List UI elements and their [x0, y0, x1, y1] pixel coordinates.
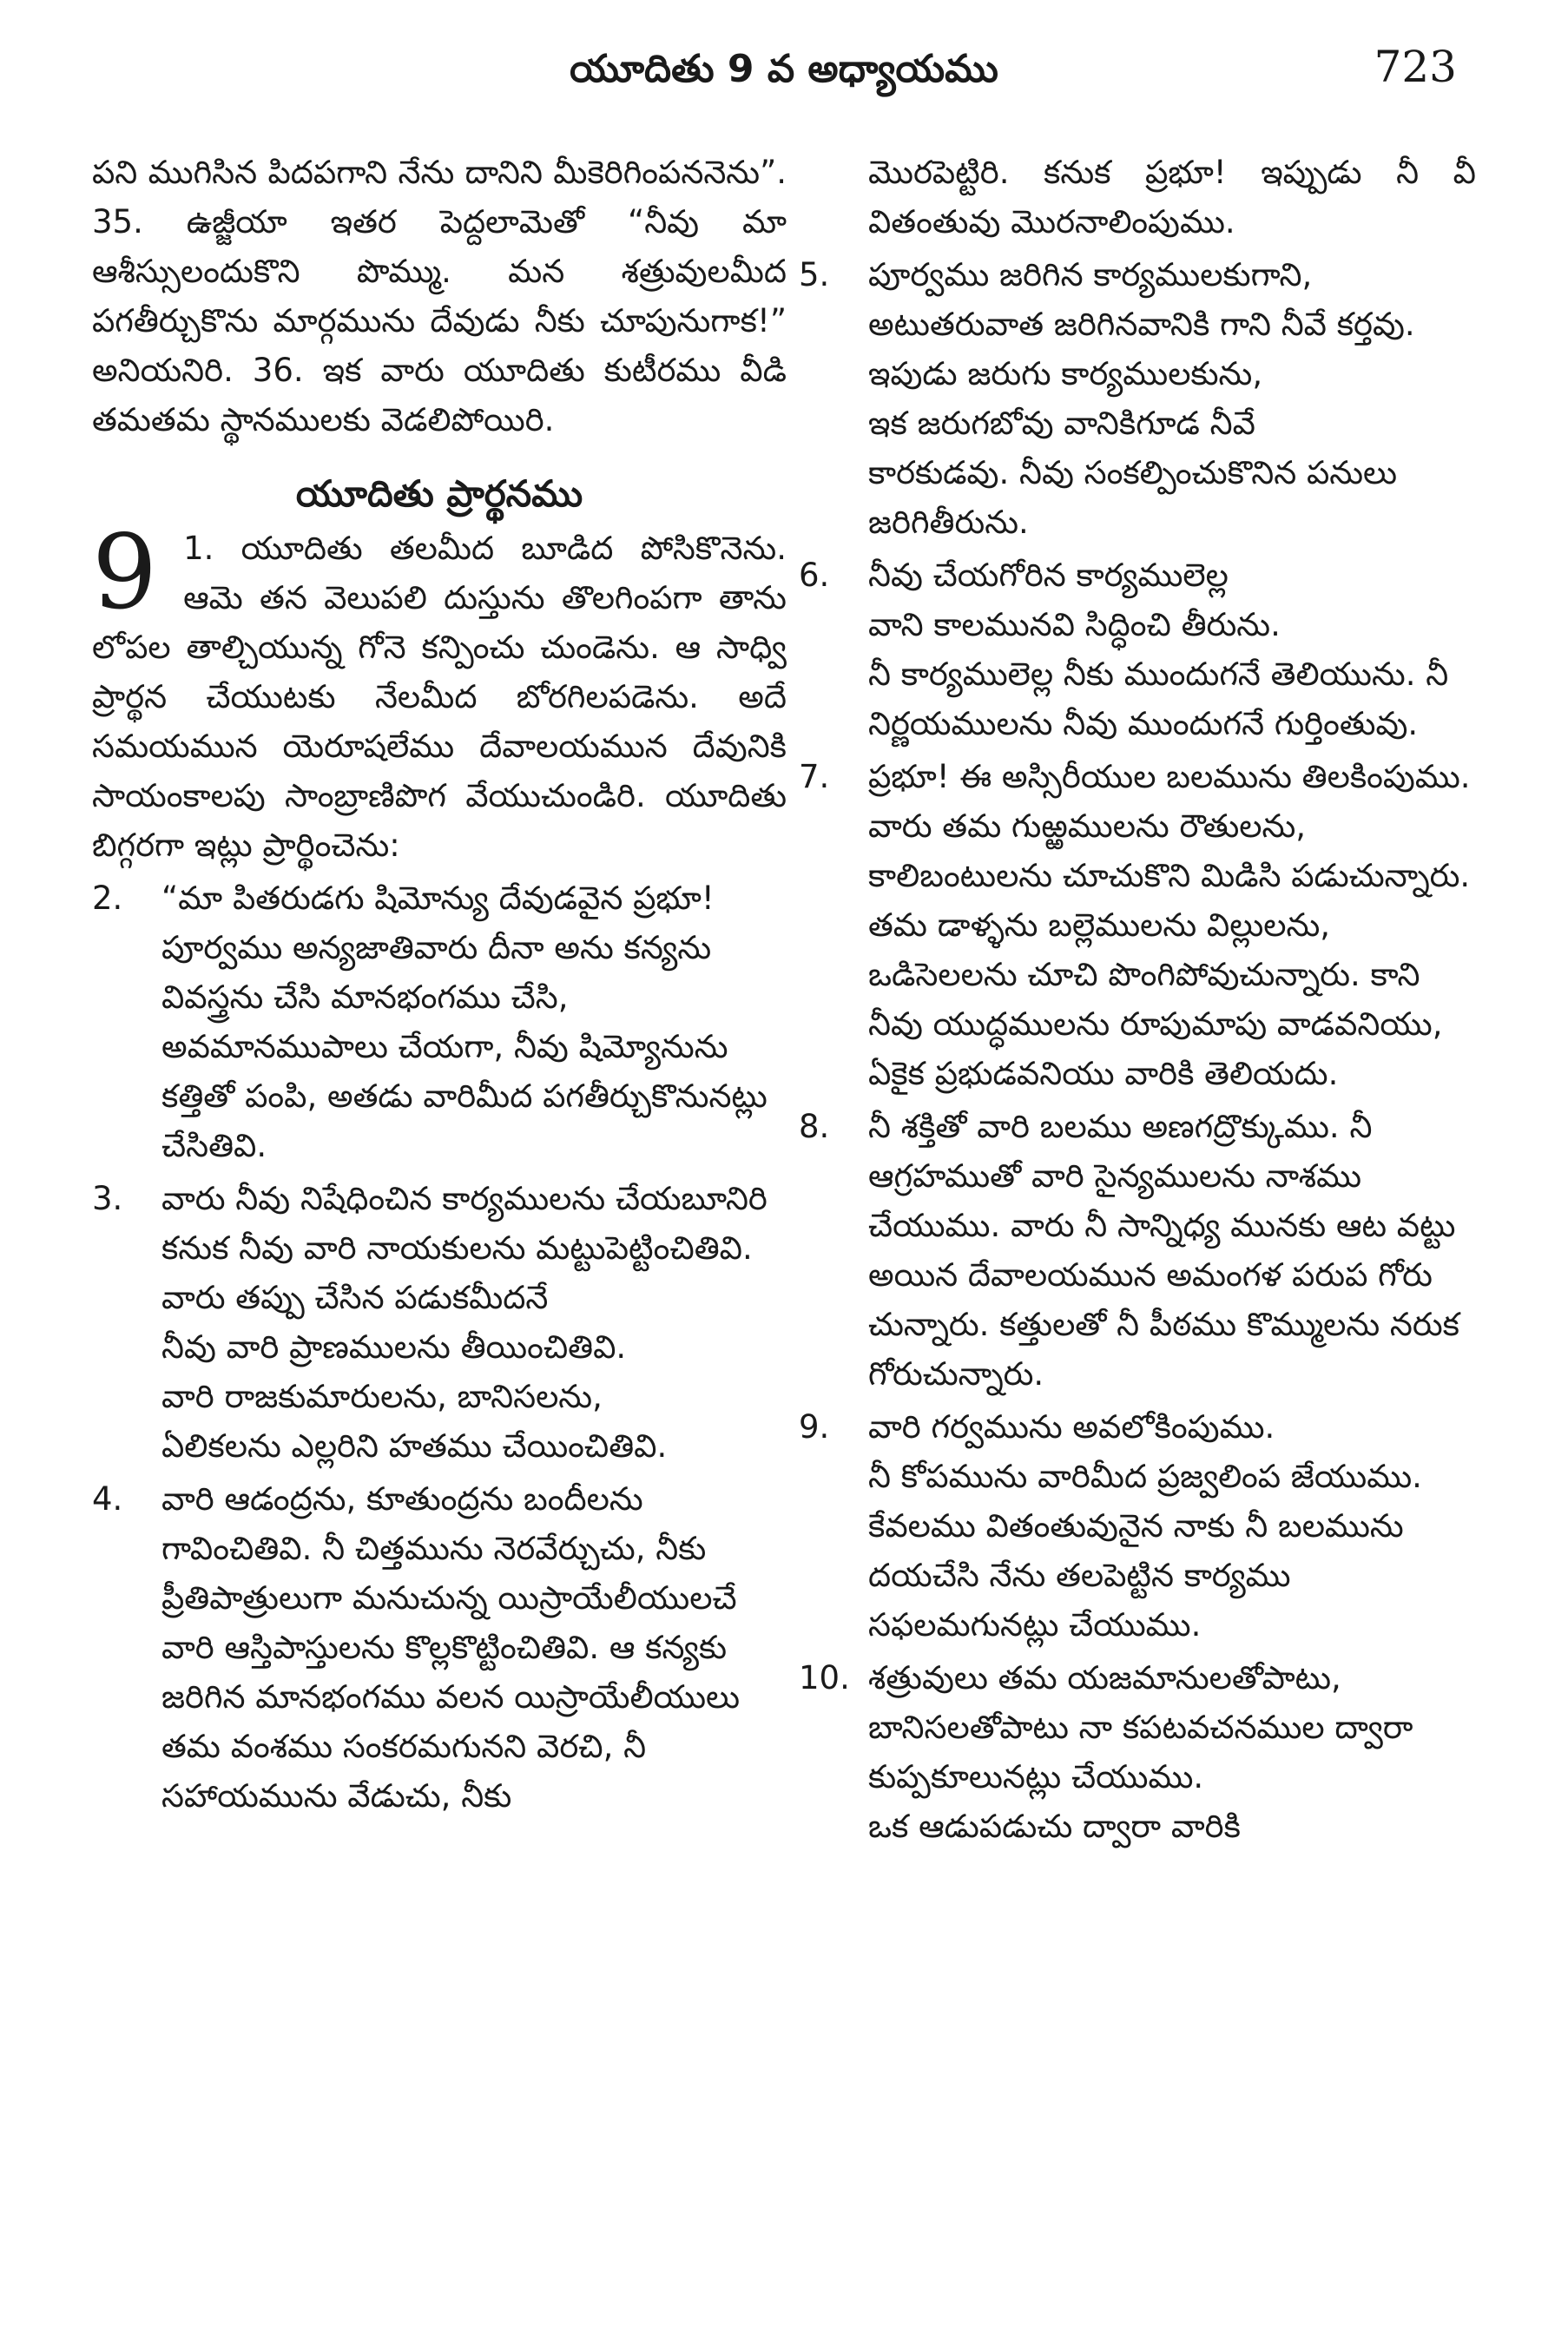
right-verse-list [799, 250, 1476, 1851]
verse-line: వారు నీవు నిషేధించిన కార్యములను చేయబూనిరి కనుక నీవు వారి నాయకులను మట్టుపెట్టించితివి. [161, 1180, 768, 1267]
right-column [799, 148, 1476, 1851]
page-header [0, 42, 1568, 120]
verse-line: ఏలికలను ఎల్లరిని హతము చేయించితివి. [161, 1427, 668, 1465]
verse [92, 873, 787, 1170]
verse-text [161, 1474, 787, 1821]
verse-line: ప్రభూ! ఈ అస్సిరీయుల బలమును తిలకింపుము. వారు తమ గుఱ్ఱములను రౌతులను, కాలిబంటులను చూచుకొని మిడిసి పడుచున్నారు. తమ డాళ్ళను బల్లెములను విల్లులను, ఒడిసెలలను చూచి పొంగిపోవుచున్నారు. కాని నీవు యుద్ధములను రూపుమాపు వాడవనియు, ఏకైక ప్రభుడవనియు వారికి తెలియదు. [868, 758, 1471, 1092]
chapter-text: 1. యూదితు తలమీద బూడిద పోసికొనెను. ఆమె తన వెలుపలి దుస్తును తొలగింపగా తాను లోపల తాల్చియున్న గోనె కన్పించు చుండెను. ఆ సాధ్వి ప్రార్థన చేయుటకు నేలమీద బోరగిలపడెను. అదే సమయమున యెరూషలేము దేవాలయమున దేవునికి సాయంకాలపు సాంబ్రాణిపొగ వేయుచుండిరి. యూదితు బిగ్గరగా ఇట్లు ప్రార్థించెను: [92, 530, 787, 864]
verse-line: వారు తప్పు చేసిన పడుకమీదనే [161, 1279, 549, 1316]
verse-line: వాని కాలమునవి సిద్ధించి తీరును. [868, 606, 1281, 643]
verse-number: 6. [799, 557, 830, 594]
verse-number: 5. [799, 256, 830, 293]
verse-text [161, 1174, 787, 1471]
intro-paragraph: పని ముగిసిన పిదపగాని నేను దానిని మీకెరిగింపననెను”. 35. ఉజ్జీయా ఇతర పెద్దలామెతో “నీవు మా ఆశీస్సులందుకొని పొమ్ము. మన శత్రువులమీద పగతీర్చుకొను మార్గమును దేవుడు నీకు చూపునుగాక!” అనియనిరి. 36. ఇక వారు యూదితు కుటీరము వీడి తమతమ స్థానములకు వెడలిపోయిరి. [92, 154, 787, 438]
verse-number: 9. [799, 1408, 830, 1446]
verse-text [868, 250, 1476, 547]
verse-line: నీ కోపమును వారిమీద ప్రజ్వలింప జేయుము. కేవలము వితంతువునైన నాకు నీ బలమును దయచేసి నేను తలపెట్టిన కార్యము సఫలమగునట్లు చేయుము. [868, 1458, 1422, 1644]
verse-number: 4. [92, 1480, 123, 1518]
verse-line: వారి రాజకుమారులను, బానిసలను, [161, 1378, 603, 1415]
verse-line: శత్రువులు తమ యజమానులతోపాటు, బానిసలతోపాటు నా కపటవచనముల ద్వారా కుప్పకూలునట్లు చేయుము. [868, 1659, 1413, 1795]
verse-line: అటుతరువాత జరిగినవానికి గాని నీవే కర్తవు. ఇపుడు జరుగు కార్యములకును, [868, 306, 1415, 392]
verse [799, 550, 1476, 748]
verse [799, 1402, 1476, 1650]
left-column [92, 148, 787, 1821]
chapter-number: 9 [92, 512, 158, 632]
verse-text [868, 1653, 1476, 1851]
verse-line: కారకుడవు. నీవు సంకల్పించుకొనిన పనులు జరిగితీరును. [868, 454, 1398, 541]
verse [799, 752, 1476, 1098]
running-title: యూదితు 9 వ అధ్యాయము [570, 47, 998, 91]
verse-line: “మా పితరుడగు షిమోన్యు దేవుడవైన ప్రభూ! పూర్వము అన్యజాతివారు దీనా అను కన్యను వివస్త్రను చేసి మానభంగము చేసి, అవమానముపాలు చేయగా, నీవు షిమ్యోనును కత్తితో పంపి, అతడు వారిమీద పగతీర్చుకొనునట్లు చేసితివి. [161, 880, 768, 1164]
verse-number: 7. [799, 758, 830, 795]
verse [92, 1474, 787, 1821]
verse-line: ఇక జరుగబోవు వానికిగూడ నీవే [868, 405, 1255, 442]
verse-line: నీవు వారి ప్రాణములను తీయించితివి. [161, 1328, 627, 1366]
verse-number: 3. [92, 1180, 123, 1217]
verse-text [868, 752, 1476, 1098]
verse-number: 8. [799, 1108, 830, 1145]
continuation-paragraph: మొరపెట్టిరి. కనుక ప్రభూ! ఇప్పుడు నీ వీ వితంతువు మొరనాలింపుము. [868, 154, 1476, 240]
verse [799, 250, 1476, 547]
verse-line: ఒక ఆడుపడుచు ద్వారా వారికి [868, 1808, 1241, 1845]
verse-text [161, 873, 787, 1170]
verse-line: వారి ఆడంద్రను, కూతుంద్రను బందీలను గావించితివి. నీ చిత్తమును నెరవేర్చుచు, నీకు ప్రీతిపాత్రులుగా మనుచున్న యిస్రాయేలీయులచే వారి ఆస్తిపాస్తులను కొల్లకొట్టించితివి. ఆ కన్యకు జరిగిన మానభంగము వలన యిస్రాయేలీయులు తమ వంశము సంకరమగునని వెరచి, నీ సహాయమును వేడుచు, నీకు [161, 1480, 741, 1815]
verse [92, 1174, 787, 1471]
verse [799, 1102, 1476, 1399]
verse [799, 1653, 1476, 1851]
verse-number: 2. [92, 880, 123, 917]
verse-line: నీవు చేయగోరిన కార్యములెల్ల [868, 557, 1229, 594]
section-heading: యూదితు ప్రార్థనము [295, 472, 583, 515]
verse-line: వారి గర్వమును అవలోకింపుము. [868, 1408, 1275, 1446]
verse-text [868, 550, 1476, 748]
left-verse-list [92, 873, 787, 1821]
verse-line: పూర్వము జరిగిన కార్యములకుగాని, [868, 256, 1313, 293]
verse-text [868, 1102, 1476, 1399]
chapter-paragraph [92, 512, 787, 870]
verse-text [868, 1402, 1476, 1650]
verse-line: నీ కార్యములెల్ల నీకు ముందుగనే తెలియును. నీ నిర్ణయములను నీవు ముందుగనే గుర్తింతువు. [868, 656, 1449, 742]
verse-number: 10. [799, 1659, 850, 1696]
verse-line: నీ శక్తితో వారి బలము అణగద్రొక్కుము. నీ ఆగ్రహముతో వారి సైన్యములను నాశము చేయుము. వారు నీ సాన్నిధ్య మునకు ఆట వట్టు అయిన దేవాలయమున అమంగళ పరుప గోరు చున్నారు. కత్తులతో నీ పీఠము కొమ్ములను నరుక గోరుచున్నారు. [868, 1108, 1459, 1393]
page-number: 723 [1374, 42, 1457, 92]
